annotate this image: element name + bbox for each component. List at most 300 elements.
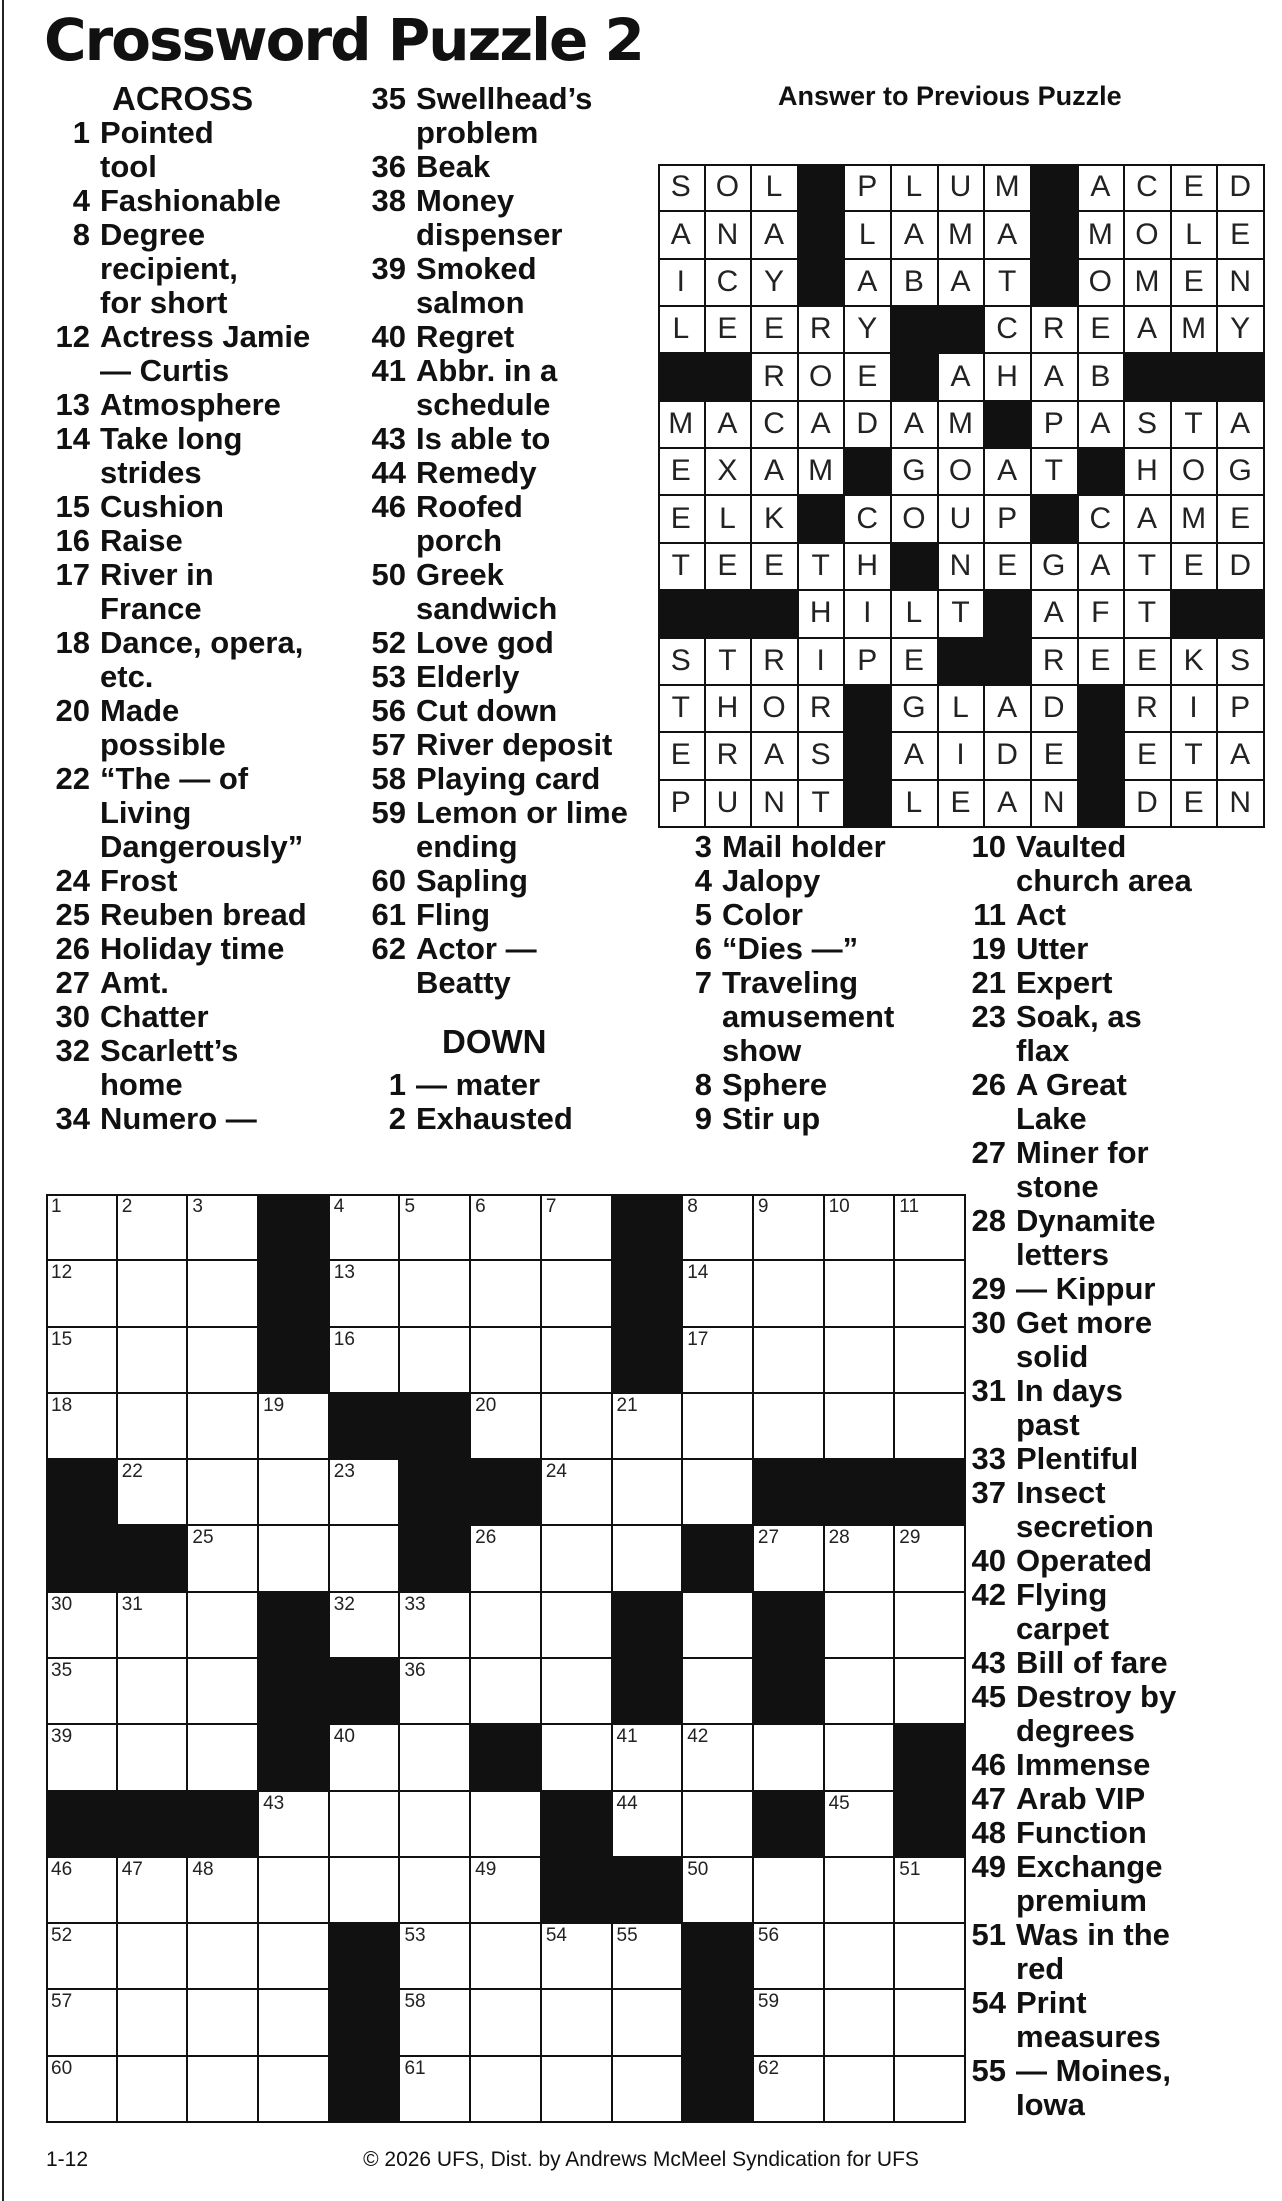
grid-cell[interactable] <box>187 1260 259 1327</box>
cell-number: 1 <box>51 1196 62 1217</box>
grid-cell[interactable] <box>682 1393 754 1460</box>
black-square <box>612 1592 684 1659</box>
cell-number: 61 <box>404 2057 426 2079</box>
grid-cell[interactable] <box>894 1592 966 1659</box>
black-square <box>46 1459 118 1526</box>
clue-text: “The — of <box>100 761 249 796</box>
across-clues-column-1 <box>46 82 346 1136</box>
clue-text: A Great <box>1016 1067 1127 1102</box>
cell-number: 44 <box>616 1792 638 1814</box>
clue-text: home <box>100 1067 183 1102</box>
answer-letter-cell: D <box>1217 164 1265 212</box>
cell-number: 60 <box>51 2057 73 2079</box>
down-clue <box>962 1306 1272 1374</box>
clue-number: 55 <box>971 2053 1006 2088</box>
grid-cell[interactable] <box>187 1393 259 1460</box>
grid-cell[interactable] <box>753 2056 825 2123</box>
answer-letter-cell: O <box>891 496 939 544</box>
grid-cell[interactable] <box>329 1194 401 1261</box>
grid-cell[interactable] <box>329 1857 401 1924</box>
grid-cell[interactable] <box>541 1459 613 1526</box>
answer-black-square <box>798 496 846 544</box>
down-clue <box>962 1068 1272 1136</box>
clue-number: 9 <box>694 1101 712 1136</box>
cell-number: 51 <box>899 1858 921 1880</box>
answer-black-square <box>1078 448 1126 496</box>
answer-letter-cell: A <box>891 211 939 259</box>
answer-letter-cell: A <box>984 448 1032 496</box>
clue-number: 32 <box>55 1033 90 1068</box>
clue-text: for short <box>100 285 228 320</box>
grid-cell[interactable] <box>824 1260 896 1327</box>
across-clue <box>362 864 652 898</box>
grid-cell[interactable] <box>541 1592 613 1659</box>
answer-black-square <box>891 306 939 354</box>
grid-cell[interactable] <box>258 1525 330 1592</box>
answer-letter-cell: L <box>938 685 986 733</box>
grid-cell[interactable] <box>682 1791 754 1858</box>
grid-cell[interactable] <box>258 1393 330 1460</box>
grid-cell[interactable] <box>753 1327 825 1394</box>
clue-text: Is able to <box>416 421 551 456</box>
grid-cell[interactable] <box>399 1791 471 1858</box>
clue-text: etc. <box>100 659 154 694</box>
grid-cell[interactable] <box>470 1525 542 1592</box>
answer-letter-cell: P <box>1217 685 1265 733</box>
clue-text: Roofed <box>416 489 523 524</box>
grid-cell[interactable] <box>470 1658 542 1725</box>
black-square <box>329 1923 401 1990</box>
clue-text: Traveling <box>722 965 859 1000</box>
grid-cell[interactable] <box>612 1989 684 2056</box>
grid-cell[interactable] <box>399 1658 471 1725</box>
down-clue <box>666 966 966 1068</box>
grid-cell[interactable] <box>541 1923 613 1990</box>
grid-cell[interactable] <box>187 1194 259 1261</box>
black-square <box>258 1658 330 1725</box>
clue-number: 52 <box>371 625 406 660</box>
grid-cell[interactable] <box>187 2056 259 2123</box>
grid-cell[interactable] <box>682 1592 754 1659</box>
grid-cell[interactable] <box>329 1260 401 1327</box>
grid-cell[interactable] <box>541 2056 613 2123</box>
answer-letter-cell: A <box>1078 401 1126 449</box>
grid-cell[interactable] <box>117 1327 189 1394</box>
grid-cell[interactable] <box>824 1989 896 2056</box>
across-clue <box>362 82 652 150</box>
clue-text: Swellhead’s <box>416 81 593 116</box>
grid-cell[interactable] <box>824 1327 896 1394</box>
grid-cell[interactable] <box>824 1857 896 1924</box>
grid-cell[interactable] <box>682 1724 754 1791</box>
grid-cell[interactable] <box>329 1525 401 1592</box>
grid-cell[interactable] <box>399 1194 471 1261</box>
grid-cell[interactable] <box>753 1857 825 1924</box>
clue-text: Soak, as <box>1016 999 1142 1034</box>
grid-cell[interactable] <box>470 1260 542 1327</box>
down-clue <box>962 1442 1272 1476</box>
cell-number: 2 <box>121 1196 133 1217</box>
grid-cell[interactable] <box>399 1327 471 1394</box>
black-square <box>612 1857 684 1924</box>
clue-text: Color <box>722 897 803 932</box>
answer-letter-cell: A <box>984 211 1032 259</box>
grid-cell[interactable] <box>117 1857 189 1924</box>
grid-cell[interactable] <box>894 1857 966 1924</box>
across-clue <box>46 320 346 388</box>
grid-cell[interactable] <box>753 1260 825 1327</box>
grid-cell[interactable] <box>470 1989 542 2056</box>
grid-cell[interactable] <box>894 1260 966 1327</box>
grid-cell[interactable] <box>117 1260 189 1327</box>
answer-letter-cell: E <box>1217 496 1265 544</box>
clue-text: Scarlett’s <box>100 1033 239 1068</box>
grid-cell[interactable] <box>541 1989 613 2056</box>
black-square <box>399 1459 471 1526</box>
grid-cell[interactable] <box>46 1327 118 1394</box>
down-heading: DOWN <box>442 1023 547 1060</box>
answer-black-square <box>1217 590 1265 638</box>
grid-cell[interactable] <box>753 1194 825 1261</box>
grid-cell[interactable] <box>894 1525 966 1592</box>
across-clue <box>362 252 652 320</box>
grid-cell[interactable] <box>612 1459 684 1526</box>
answer-letter-cell: D <box>1031 685 1079 733</box>
grid-cell[interactable] <box>258 1923 330 1990</box>
grid-cell[interactable] <box>399 1857 471 1924</box>
across-clue <box>46 490 346 524</box>
grid-cell[interactable] <box>46 1393 118 1460</box>
cell-number: 55 <box>616 1925 638 1947</box>
grid-cell[interactable] <box>824 1592 896 1659</box>
black-square <box>753 1791 825 1858</box>
black-square <box>824 1459 896 1526</box>
answer-letter-cell: E <box>1078 638 1126 686</box>
answer-letter-cell: C <box>1078 496 1126 544</box>
answer-letter-cell: O <box>1171 448 1219 496</box>
grid-cell[interactable] <box>824 1923 896 1990</box>
answer-letter-cell: N <box>751 780 799 828</box>
grid-cell[interactable] <box>187 1327 259 1394</box>
grid-cell[interactable] <box>824 1658 896 1725</box>
grid-cell[interactable] <box>117 1923 189 1990</box>
grid-cell[interactable] <box>894 1658 966 1725</box>
clue-text: measures <box>1016 2019 1161 2054</box>
grid-cell[interactable] <box>46 1194 118 1261</box>
black-square <box>612 1658 684 1725</box>
grid-cell[interactable] <box>187 1658 259 1725</box>
clue-number: 40 <box>971 1543 1006 1578</box>
down-clue <box>962 1578 1272 1646</box>
grid-cell[interactable] <box>470 2056 542 2123</box>
grid-cell[interactable] <box>541 1525 613 1592</box>
clue-number: 45 <box>971 1679 1006 1714</box>
grid-cell[interactable] <box>187 1592 259 1659</box>
grid-cell[interactable] <box>117 1658 189 1725</box>
grid-cell[interactable] <box>824 1791 896 1858</box>
grid-cell[interactable] <box>258 1857 330 1924</box>
cell-number: 31 <box>121 1593 143 1615</box>
cell-number: 7 <box>545 1196 557 1217</box>
answer-letter-cell: G <box>1031 543 1079 591</box>
grid-cell[interactable] <box>399 2056 471 2123</box>
clue-number: 42 <box>971 1577 1006 1612</box>
grid-cell[interactable] <box>541 1327 613 1394</box>
grid-cell[interactable] <box>753 1393 825 1460</box>
grid-cell[interactable] <box>329 1459 401 1526</box>
grid-cell[interactable] <box>46 1857 118 1924</box>
clue-text: Jalopy <box>722 863 821 898</box>
answer-black-square <box>1078 732 1126 780</box>
grid-cell[interactable] <box>46 1260 118 1327</box>
answer-letter-cell: C <box>705 259 753 307</box>
answer-letter-cell: O <box>1124 211 1172 259</box>
answer-letter-cell: M <box>658 401 706 449</box>
answer-letter-cell: E <box>705 543 753 591</box>
answer-letter-cell: C <box>984 306 1032 354</box>
clue-number: 43 <box>971 1645 1006 1680</box>
grid-cell[interactable] <box>682 1260 754 1327</box>
black-square <box>258 1260 330 1327</box>
grid-cell[interactable] <box>894 1989 966 2056</box>
grid-cell[interactable] <box>753 1525 825 1592</box>
clue-text: Love god <box>416 625 554 660</box>
grid-cell[interactable] <box>470 1923 542 1990</box>
grid-cell[interactable] <box>682 1658 754 1725</box>
clue-text: schedule <box>416 387 551 422</box>
answer-letter-cell: N <box>1217 259 1265 307</box>
cell-number: 49 <box>475 1858 497 1880</box>
across-clue <box>362 320 652 354</box>
clue-text: In days <box>1016 1373 1123 1408</box>
grid-cell[interactable] <box>541 1724 613 1791</box>
cell-number: 15 <box>51 1328 73 1350</box>
answer-letter-cell: E <box>938 780 986 828</box>
clue-number: 39 <box>371 251 406 286</box>
grid-cell[interactable] <box>117 1459 189 1526</box>
clue-number: 8 <box>694 1067 712 1102</box>
grid-cell[interactable] <box>894 1923 966 1990</box>
answer-letter-cell: E <box>1078 306 1126 354</box>
grid-cell[interactable] <box>117 1724 189 1791</box>
clue-text: Lemon or lime <box>416 795 628 830</box>
grid-cell[interactable] <box>46 1658 118 1725</box>
black-square <box>894 1724 966 1791</box>
grid-cell[interactable] <box>682 1327 754 1394</box>
cell-number: 19 <box>263 1394 285 1416</box>
grid-cell[interactable] <box>612 1525 684 1592</box>
answer-letter-cell: S <box>1124 401 1172 449</box>
clue-text: Arab VIP <box>1016 1781 1146 1816</box>
grid-cell[interactable] <box>824 2056 896 2123</box>
grid-cell[interactable] <box>824 1724 896 1791</box>
grid-cell[interactable] <box>682 1459 754 1526</box>
clue-text: Bill of fare <box>1016 1645 1168 1680</box>
grid-cell[interactable] <box>117 1989 189 2056</box>
grid-cell[interactable] <box>470 1327 542 1394</box>
grid-cell[interactable] <box>329 1791 401 1858</box>
grid-cell[interactable] <box>894 1194 966 1261</box>
answer-black-square <box>798 259 846 307</box>
answer-letter-cell: R <box>751 638 799 686</box>
clue-number: 38 <box>371 183 406 218</box>
clue-number: 30 <box>55 999 90 1034</box>
grid-cell[interactable] <box>824 1393 896 1460</box>
grid-cell[interactable] <box>894 2056 966 2123</box>
answer-letter-cell: B <box>1078 353 1126 401</box>
answer-letter-cell: N <box>1217 780 1265 828</box>
grid-cell[interactable] <box>470 1194 542 1261</box>
black-square <box>470 1459 542 1526</box>
answer-letter-cell: H <box>984 353 1032 401</box>
answer-letter-cell: A <box>1124 496 1172 544</box>
answer-black-square <box>984 590 1032 638</box>
clue-text: Expert <box>1016 965 1113 1000</box>
answer-letter-cell: S <box>1217 638 1265 686</box>
clue-text: Stir up <box>722 1101 821 1136</box>
grid-cell[interactable] <box>753 1724 825 1791</box>
grid-cell[interactable] <box>46 1592 118 1659</box>
grid-cell[interactable] <box>117 1194 189 1261</box>
clue-number: 3 <box>694 829 712 864</box>
answer-letter-cell: P <box>844 638 892 686</box>
grid-cell[interactable] <box>824 1525 896 1592</box>
clue-text: Degree <box>100 217 206 252</box>
clue-number: 11 <box>973 897 1006 932</box>
grid-cell[interactable] <box>117 1393 189 1460</box>
grid-cell[interactable] <box>258 2056 330 2123</box>
grid-cell[interactable] <box>187 1525 259 1592</box>
grid-cell[interactable] <box>612 1393 684 1460</box>
grid-cell[interactable] <box>470 1393 542 1460</box>
grid-cell[interactable] <box>187 1857 259 1924</box>
black-square <box>682 1989 754 2056</box>
answer-black-square <box>1171 353 1219 401</box>
clue-text: Act <box>1016 897 1066 932</box>
grid-cell[interactable] <box>46 1923 118 1990</box>
clue-text: past <box>1016 1407 1080 1442</box>
down-clue <box>962 1476 1272 1544</box>
grid-cell[interactable] <box>117 2056 189 2123</box>
answer-black-square <box>938 638 986 686</box>
grid-cell[interactable] <box>612 1791 684 1858</box>
grid-cell[interactable] <box>399 1989 471 2056</box>
answer-letter-cell: A <box>1078 164 1126 212</box>
grid-cell[interactable] <box>187 1459 259 1526</box>
grid-cell[interactable] <box>612 2056 684 2123</box>
grid-cell[interactable] <box>187 1989 259 2056</box>
across-clue <box>46 932 346 966</box>
grid-cell[interactable] <box>541 1393 613 1460</box>
cell-number: 46 <box>51 1858 73 1880</box>
grid-cell[interactable] <box>894 1327 966 1394</box>
clue-text: dispenser <box>416 217 563 252</box>
answer-letter-cell: A <box>844 259 892 307</box>
down-clue <box>962 830 1272 898</box>
grid-cell[interactable] <box>753 1923 825 1990</box>
clue-text: premium <box>1016 1883 1147 1918</box>
grid-cell[interactable] <box>117 1592 189 1659</box>
grid-cell[interactable] <box>46 2056 118 2123</box>
clue-text: Insect <box>1016 1475 1106 1510</box>
clue-text: amusement <box>722 999 895 1034</box>
answer-letter-cell: O <box>705 164 753 212</box>
clue-text: Remedy <box>416 455 537 490</box>
clue-text: Numero — <box>100 1101 257 1136</box>
grid-cell[interactable] <box>399 1260 471 1327</box>
grid-cell[interactable] <box>258 1791 330 1858</box>
answer-letter-cell: L <box>751 164 799 212</box>
grid-cell[interactable] <box>399 1592 471 1659</box>
clue-text: ending <box>416 829 518 864</box>
answer-grid <box>658 164 1264 827</box>
black-square <box>46 1791 118 1858</box>
answer-letter-cell: A <box>938 353 986 401</box>
clue-text: Vaulted <box>1016 829 1127 864</box>
grid-cell[interactable] <box>612 1923 684 1990</box>
grid-cell[interactable] <box>399 1923 471 1990</box>
clue-text: Print <box>1016 1985 1087 2020</box>
clue-number: 1 <box>72 115 90 150</box>
grid-cell[interactable] <box>682 1194 754 1261</box>
black-square <box>612 1260 684 1327</box>
answer-letter-cell: I <box>798 638 846 686</box>
answer-letter-cell: A <box>938 259 986 307</box>
clue-text: River deposit <box>416 727 613 762</box>
grid-cell[interactable] <box>753 1989 825 2056</box>
grid-cell[interactable] <box>682 1857 754 1924</box>
grid-cell[interactable] <box>470 1791 542 1858</box>
grid-cell[interactable] <box>541 1194 613 1261</box>
answer-letter-cell: C <box>844 496 892 544</box>
grid-cell[interactable] <box>329 1327 401 1394</box>
clue-text: Sphere <box>722 1067 828 1102</box>
grid-cell[interactable] <box>894 1393 966 1460</box>
grid-cell[interactable] <box>470 1592 542 1659</box>
grid-cell[interactable] <box>541 1260 613 1327</box>
grid-cell[interactable] <box>258 1459 330 1526</box>
clue-text: Raise <box>100 523 183 558</box>
grid-cell[interactable] <box>46 1724 118 1791</box>
grid-cell[interactable] <box>470 1857 542 1924</box>
grid-cell[interactable] <box>46 1989 118 2056</box>
cell-number: 8 <box>687 1196 698 1217</box>
black-square <box>541 1857 613 1924</box>
grid-cell[interactable] <box>399 1724 471 1791</box>
page-title: Crossword Puzzle 2 <box>44 6 643 74</box>
down-clue <box>962 2054 1272 2122</box>
answer-letter-cell: H <box>798 590 846 638</box>
clue-text: letters <box>1016 1237 1110 1272</box>
grid-cell[interactable] <box>824 1194 896 1261</box>
down-clue <box>666 898 966 932</box>
grid-cell[interactable] <box>541 1658 613 1725</box>
grid-cell[interactable] <box>329 1592 401 1659</box>
clue-text: recipient, <box>100 251 238 286</box>
clue-number: 7 <box>694 965 712 1000</box>
grid-cell[interactable] <box>329 1724 401 1791</box>
answer-letter-cell: P <box>984 496 1032 544</box>
answer-letter-cell: E <box>751 543 799 591</box>
grid-cell[interactable] <box>187 1724 259 1791</box>
answer-letter-cell: A <box>891 732 939 780</box>
clue-text: — Kippur <box>1016 1271 1156 1306</box>
clue-text: Destroy by <box>1016 1679 1177 1714</box>
grid-cell[interactable] <box>258 1989 330 2056</box>
grid-cell[interactable] <box>612 1724 684 1791</box>
grid-cell[interactable] <box>187 1923 259 1990</box>
clue-text: Was in the <box>1016 1917 1170 1952</box>
